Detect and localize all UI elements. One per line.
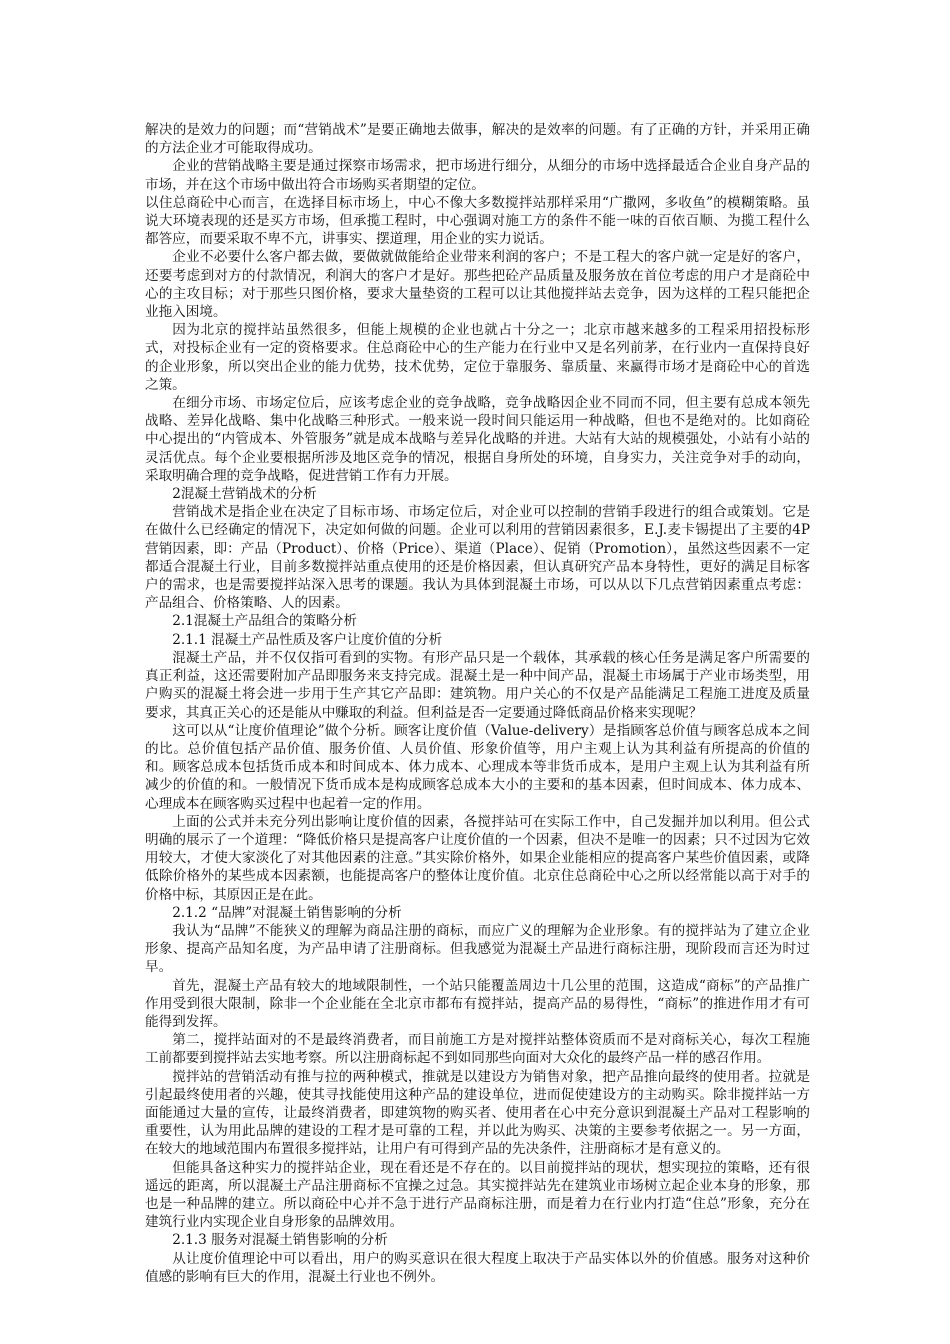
paragraph-intro: 解决的是效力的问题；而“营销战术”是要正确地去做事，解决的是效率的问题。有了正确的方针，并采用正确的方法企业才可能取得成功。 — [145, 122, 810, 157]
paragraph-product-nature: 混凝土产品，并不仅仅指可看到的实物。有形产品只是一个载体，其承载的核心任务是满足客户所需要的真正利益，这还需要附加产品即服务来支持完成。混凝土是一种中间产品，混凝土市场属于产业市场类型，用户购买的混凝土将会进一步用于生产其它产品即：建筑物。用户关心的不仅是产品能满足工程施工进度及质量要求，其真正关心的还是能从中赚取的利益。但利益是否一定要通过降低商品价格来实现呢？ — [145, 649, 810, 721]
paragraph-brand-second: 第二，搅拌站面对的不是最终消费者，而目前施工方是对搅拌站整体资质而不是对商标关心，每次工程施工前都要到搅拌站去实地考察。所以注册商标起不到如同那些向面对大众化的最终产品一样的感召作用。 — [145, 1032, 810, 1067]
paragraph-brand-first: 首先，混凝土产品有较大的地域限制性，一个站只能覆盖周边十几公里的范围，这造成“商标”的产品推广作用受到很大限制，除非一个企业能在全北京市都布有搅拌站，提高产品的易得性，“商标”的推进作用才有可能得到发挥。 — [145, 977, 810, 1030]
paragraph-strategy-definition: 企业的营销战略主要是通过探察市场需求，把市场进行细分，从细分的市场中选择最适合企业自身产品的市场，并在这个市场中做出符合市场购买者期望的定位。 — [145, 158, 810, 193]
section-heading-2-1-2: 2.1.2 “品牌”对混凝土销售影响的分析 — [172, 904, 402, 921]
paragraph-target-market: 以住总商砼中心而言，在选择目标市场上，中心不像大多数搅拌站那样采用“广撒网，多收鱼”的模糊策略。虽说大环境表现的还是买方市场，但承揽工程时，中心强调对施工方的条件不能一味的百依百顺、为揽工程什么都答应，而要采取不卑不亢，讲事实、摆道理，用企业的实力说话。 — [145, 194, 810, 248]
paragraph-customer-selection: 企业不必要什么客户都去做，要做就做能给企业带来利润的客户；不是工程大的客户就一定是好的客户，还要考虑到对方的付款情况，利润大的客户才是好。那些把砼产品质量及服务放在首位考虑的用户才是商砼中心的主攻目标；对于那些只图价格，要求大量垫资的工程可以让其他搅拌站去竞争，因为这样的工程只能把企业拖入困境。 — [145, 249, 810, 321]
paragraph-service: 从让度价值理论中可以看出，用户的购买意识在很大程度上取决于产品实体以外的价值感。服务对这种价值感的影响有巨大的作用，混凝土行业也不例外。 — [145, 1250, 810, 1285]
paragraph-brand-conclusion: 但能具备这种实力的搅拌站企业，现在看还是不存在的。以目前搅拌站的现状，想实现拉的策略，还有很遥远的距离，所以混凝土产品注册商标不宜操之过急。其实搅拌站先在建筑业市场树立起企业本身的形象，那也是一种品牌的建立。所以商砼中心并不急于进行产品商标注册，而是着力在行业内打造“住总”形象，充分在建筑行业内实现企业自身形象的品牌效用。 — [145, 1159, 810, 1231]
paragraph-positioning: 因为北京的搅拌站虽然很多，但能上规模的企业也就占十分之一；北京市越来越多的工程采用招投标形式，对投标企业有一定的资格要求。住总商砼中心的生产能力在行业中又是名列前茅，在行业内一直保持良好的企业形象，所以突出企业的能力优势，技术优势，定位于靠服务、靠质量、来赢得市场才是商砼中心的首选之策。 — [145, 322, 810, 393]
section-heading-2: 2混凝土营销战术的分析 — [172, 486, 317, 503]
paragraph-formula-analysis: 上面的公式并未充分列出影响让度价值的因素，各搅拌站可在实际工作中，自己发掘并加以利用。但公式明确的展示了一个道理：“降低价格只是提高客户让度价值的一个因素，但决不是唯一的因素；只不过因为它效用较大，才使大家淡化了对其他因素的注意。”其实除价格外，如果企业能相应的提高客户某些价值因素，或降低除价格外的某些成本因素额，也能提高客户的整体让度价值。北京住总商砼中心之所以经常能以高于对手的价格中标，其原因正是在此。 — [145, 813, 810, 903]
section-heading-2-1-1: 2.1.1 混凝土产品性质及客户让度价值的分析 — [172, 631, 443, 648]
paragraph-competitive-strategy: 在细分市场、市场定位后，应该考虑企业的竞争战略，竞争战略因企业不同而不同，但主要有总成本领先战略、差异化战略、集中化战略三种形式。一般来说一段时间只能运用一种战略，但也不是绝对的。比如商砼中心提出的“内管成本、外管服务”就是成本战略与差异化战略的并进。大站有大站的规模强处，小站有小站的灵活优点。每个企业要根据所涉及地区竞争的情况，根据自身所处的环境，自身实力，关注竞争对手的动向，采取明确合理的竞争战略，促进营销工作有力开展。 — [145, 395, 810, 484]
section-heading-2-1-3: 2.1.3 服务对混凝土销售影响的分析 — [172, 1232, 388, 1249]
paragraph-brand-definition: 我认为“品牌”不能狭义的理解为商品注册的商标，而应广义的理解为企业形象。有的搅拌站为了建立企业形象、提高产品知名度，为产品申请了注册商标。但我感觉为混凝土产品进行商标注册，现阶段而言还为时过早。 — [145, 922, 810, 976]
paragraph-value-delivery: 这可以从“让度价值理论”做个分析。顾客让度价值（Value-delivery）是指顾客总价值与顾客总成本之间的比。总价值包括产品价值、服务价值、人员价值、形象价值等，用户主观上认为其利益有所提高的价值的和。顾客总成本包括货币成本和时间成本、体力成本、心理成本等非货币成本，是用户主观上认为其利益有所减少的价值的和。一般情况下货币成本是构成顾客总成本大小的主要和的基本因素，但时间成本、体力成本、心理成本在顾客购买过程中也起着一定的作用。 — [145, 722, 810, 812]
document-page — [145, 121, 810, 1286]
section-heading-2-1: 2.1混凝土产品组合的策略分析 — [172, 613, 357, 630]
paragraph-push-pull: 搅拌站的营销活动有推与拉的两种模式，推就是以建设方为销售对象，把产品推向最终的使用者。拉就是引起最终使用者的兴趣，使其寻找能使用这种产品的建设单位，进而促使建设方的主动购买。除非搅拌站一方面能通过大量的宣传，让最终消费者，即建筑物的购买者、使用者在心中充分意识到混凝土产品对工程影响的重要性，认为用此品牌的建设的工程才是可靠的工程，并以此为购买、决策的主要参考依据之一。另一方面，在较大的地域范围内布置很多搅拌站，让用户有可得到产品的先决条件，注册商标才是有意义的。 — [145, 1068, 810, 1158]
paragraph-marketing-tactics: 营销战术是指企业在决定了目标市场、市场定位后，对企业可以控制的营销手段进行的组合或策划。它是在做什么已经确定的情况下，决定如何做的问题。企业可以利用的营销因素很多，E.J.麦卡锡提出了主要的4P营销因素，即：产品（Product）、价格（Price）、渠道（Place）、促销（Promotion），虽然这些因素不一定都适合混凝土行业，目前多数搅拌站重点使用的还是价格因素，但认真研究产品本身特性，更好的满足目标客户的需求，也是需要搅拌站深入思考的课题。我认为具体到混凝土市场，可以从以下几点营销因素重点考虑：产品组合、价格策略、人的因素。 — [145, 504, 810, 612]
